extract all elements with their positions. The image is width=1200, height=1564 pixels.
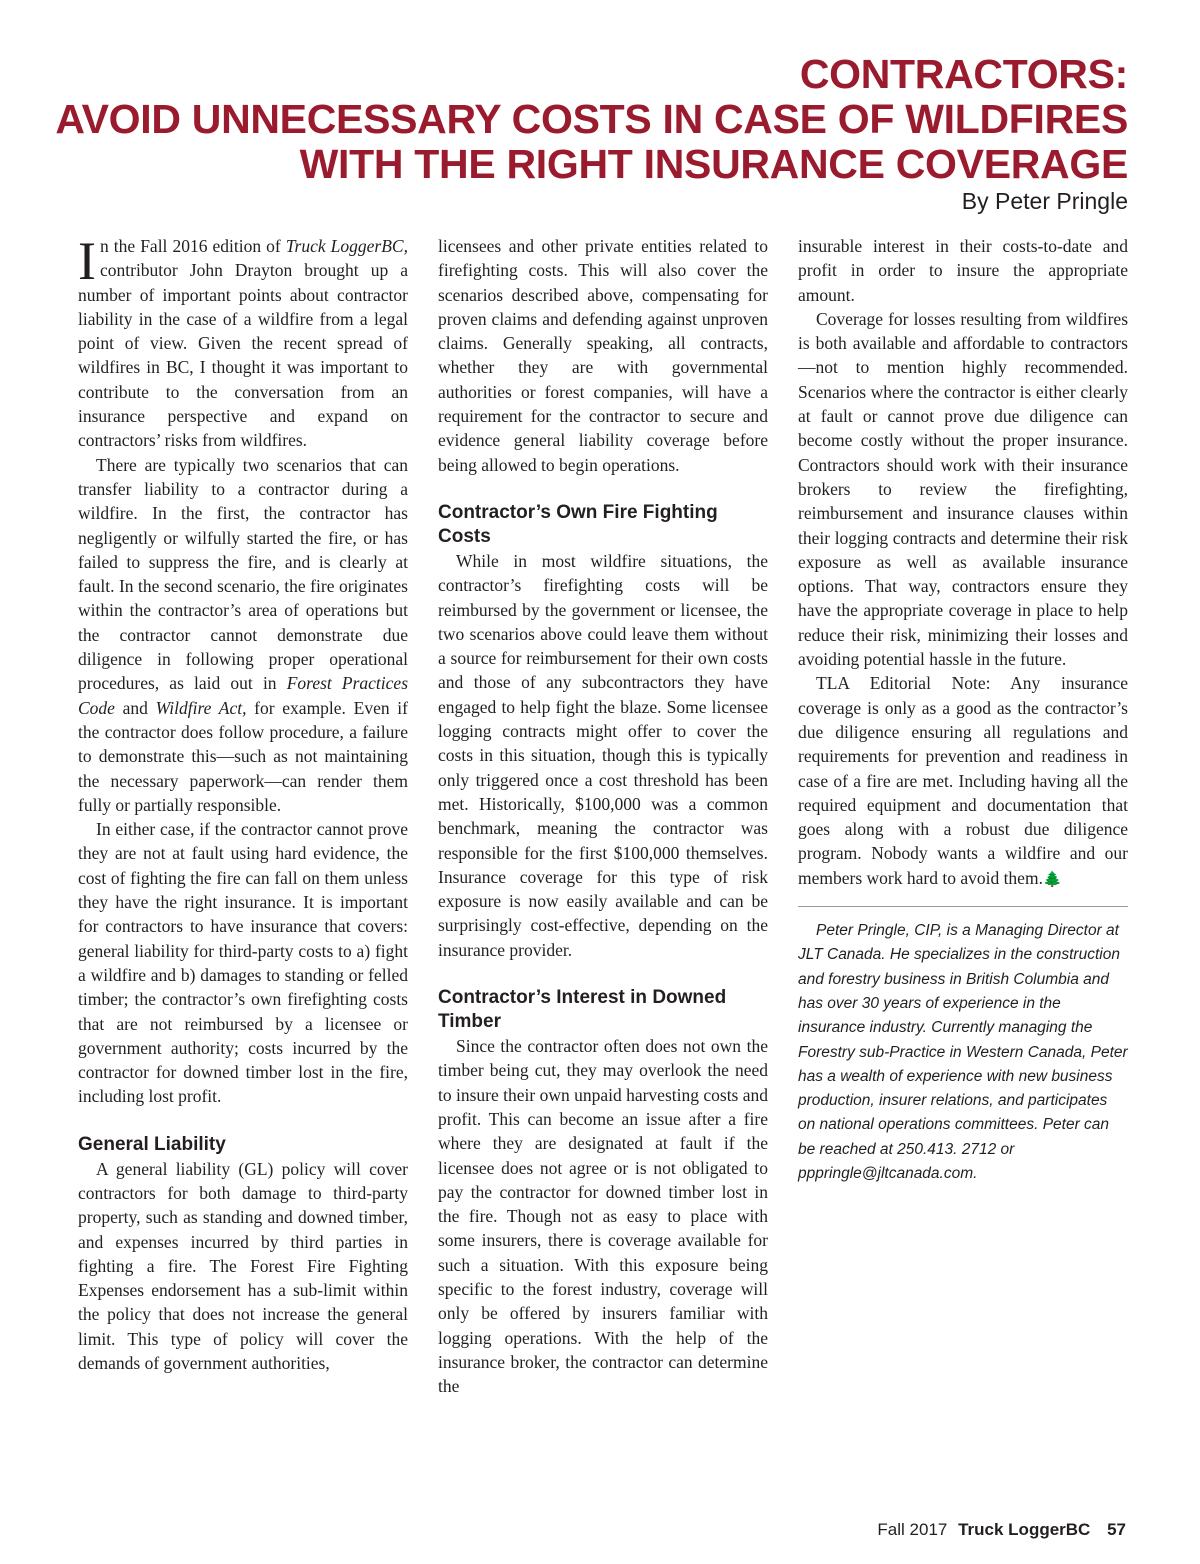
column-3 — [798, 234, 1128, 1186]
paragraph-scenarios — [78, 453, 408, 817]
paragraph-continued: insurable interest in their costs-to-date and profit in order to insure the appropriate amount. — [798, 236, 1128, 305]
paragraph-downed-timber: Since the contractor often does not own the timber being cut, they may overlook the need to insure their own unpaid harvesting costs and profit. This can become an issue after a fire where they are designated at fault if the licensee does not agree or is not obligated to pay the contractor for downed timber lost in the fire. Though not as easy to place with some insurers, there is coverage available for such a situation. With this exposure being specific to the forest industry, coverage will only be offered by insurers familiar with logging operations. With the help of the insurance broker, the contractor can determine the — [438, 1036, 769, 1397]
divider — [798, 906, 1128, 907]
paragraph-own-fire-costs: While in most wildfire situations, the contractor’s firefighting costs will be reimbursed by the government or licensee, the two scenarios above could leave them without a source for reimbursement for their own costs and those of any subcontractors they have engaged to help fight the blaze. Some licensee logging contracts might offer to cover the costs in this situation, though this is typically only triggered once a cost threshold has been met. Historically, $100,000 was a common benchmark, meaning the contractor was responsible for the first $100,000 themselves. Insurance coverage for this type of risk exposure is now easily available and can be surprisingly cost-effective, depending on the insurance provider. — [438, 550, 768, 960]
title-line-3: WITH THE RIGHT INSURANCE COVERAGE — [299, 141, 1128, 187]
drop-cap: I — [78, 231, 96, 291]
text-run: TLA Editorial Note: Any insurance coverage is only as a good as the contractor’s due diligence ensuring all regulations and requirements for prevention and readiness in case of a fire are met. Including having all the required equipment and documentation that goes along with a robust due diligence program. Nobody wants a wildfire and our members work hard to avoid them. — [798, 673, 1128, 888]
column-2 — [438, 234, 768, 1398]
paragraph-continued: licensees and other private entities related to firefighting costs. This will also cover the scenarios described above, compensating for proven claims and defending against unproven claims. Generally speaking, all contracts, whether they are with governmental authorities or forest companies, will have a requirement for the contractor to secure and evidence general liability coverage before being allowed to begin operations. — [438, 236, 768, 475]
page-number: 57 — [1107, 1520, 1126, 1539]
byline: By Peter Pringle — [961, 188, 1128, 214]
text-run: n the Fall 2016 edition of — [99, 236, 286, 256]
text-run: There are typically two scenarios that can transfer liability to a contractor during a wildfire. In the first, the contractor has negligently or wilfully started the fire, or has failed to suppress the fire, and is clearly at fault. In the second scenario, the fire originates within the contractor’s area of operations but the contractor cannot demonstrate due diligence in following proper operational procedures, as laid out in — [78, 454, 408, 694]
paragraph-intro — [78, 231, 408, 453]
heading-general-liability: General Liability — [78, 1133, 226, 1155]
publication-name: Truck LoggerBC, — [285, 236, 408, 256]
paragraph-coverage: Coverage for losses resulting from wildfires is both available and affordable to contractors—not to mention highly recommended. Scenarios where the contractor is either clearly at fault or cannot prove due diligence can become costly without the proper insurance. Contractors should work with their insurance brokers to review the firefighting, reimbursement and insurance clauses within their logging contracts and determine their risk exposure as well as available insurance options. That way, contractors ensure they have the appropriate coverage in place to help reduce their risk, minimizing their losses and avoiding potential hassle in the future. — [798, 308, 1128, 670]
heading-downed-timber: Contractor’s Interest in Downed Timber — [438, 987, 727, 1033]
article-title — [55, 52, 1128, 187]
text-run: and — [114, 697, 156, 718]
title-line-2: AVOID UNNECESSARY COSTS IN CASE OF WILDFIRES — [55, 96, 1128, 142]
legislation-name: Forest Practices Code — [78, 673, 408, 718]
text-run: contributor John Drayton brought up a number of important points about contractor liability in the case of a wildfire from a legal point of view. Given the recent spread of wildfires in BC, I thought it was important to contribute to the conversation from an insurance perspective and expand on contractors’ risks from wildfires. — [78, 260, 408, 451]
paragraph-general-liability: A general liability (GL) policy will cover contractors for both damage to third-party property, such as standing and downed timber, and expenses incurred by third parties in fighting a fire. The Forest Fire Fighting Expenses endorsement has a sub-limit within the policy that does not increase the general limit. This type of policy will cover the demands of government authorities, — [78, 1158, 408, 1374]
legislation-name: Wildfire Act, — [155, 697, 247, 718]
heading-own-fire-costs: Contractor’s Own Fire Fighting Costs — [438, 501, 718, 547]
text-run: for example. Even if the contractor does follow procedure, a failure to demonstrate this—such as not maintaining the necessary paperwork—can render them fully or partially responsible. — [78, 697, 408, 815]
magazine-name: Truck LoggerBC — [958, 1520, 1091, 1539]
author-bio: Peter Pringle, CIP, is a Managing Director at JLT Canada. He specializes in the construction and forestry business in British Columbia and has over 30 years of experience in the insurance industry. Currently managing the Forestry sub-Practice in Western Canada, Peter has a wealth of experience with new business production, insurer relations, and participates on national operations committees. Peter can be reached at 250.413. 2712 or pppringle@jltcanada.com. — [798, 922, 1128, 1182]
paragraph-either-case: In either case, if the contractor cannot prove they are not at fault using hard evidence, the cost of fighting the fire can fall on them unless they have the right insurance. It is important for contractors to have insurance that covers: general liability for third-party costs to a) fight a wildfire and b) damages to standing or felled timber; the contractor’s own firefighting costs that are not reimbursed by a licensee or government authority; costs incurred by the contractor for downed timber lost in the fire, including lost profit. — [78, 819, 408, 1107]
paragraph-editorial-note — [798, 671, 1128, 892]
page-footer — [877, 1520, 1126, 1540]
title-line-1: CONTRACTORS: — [799, 51, 1128, 97]
tree-end-mark-icon: 🌲 — [1042, 871, 1062, 888]
edition-label: Fall 2017 — [877, 1520, 948, 1539]
column-1 — [78, 231, 408, 1375]
